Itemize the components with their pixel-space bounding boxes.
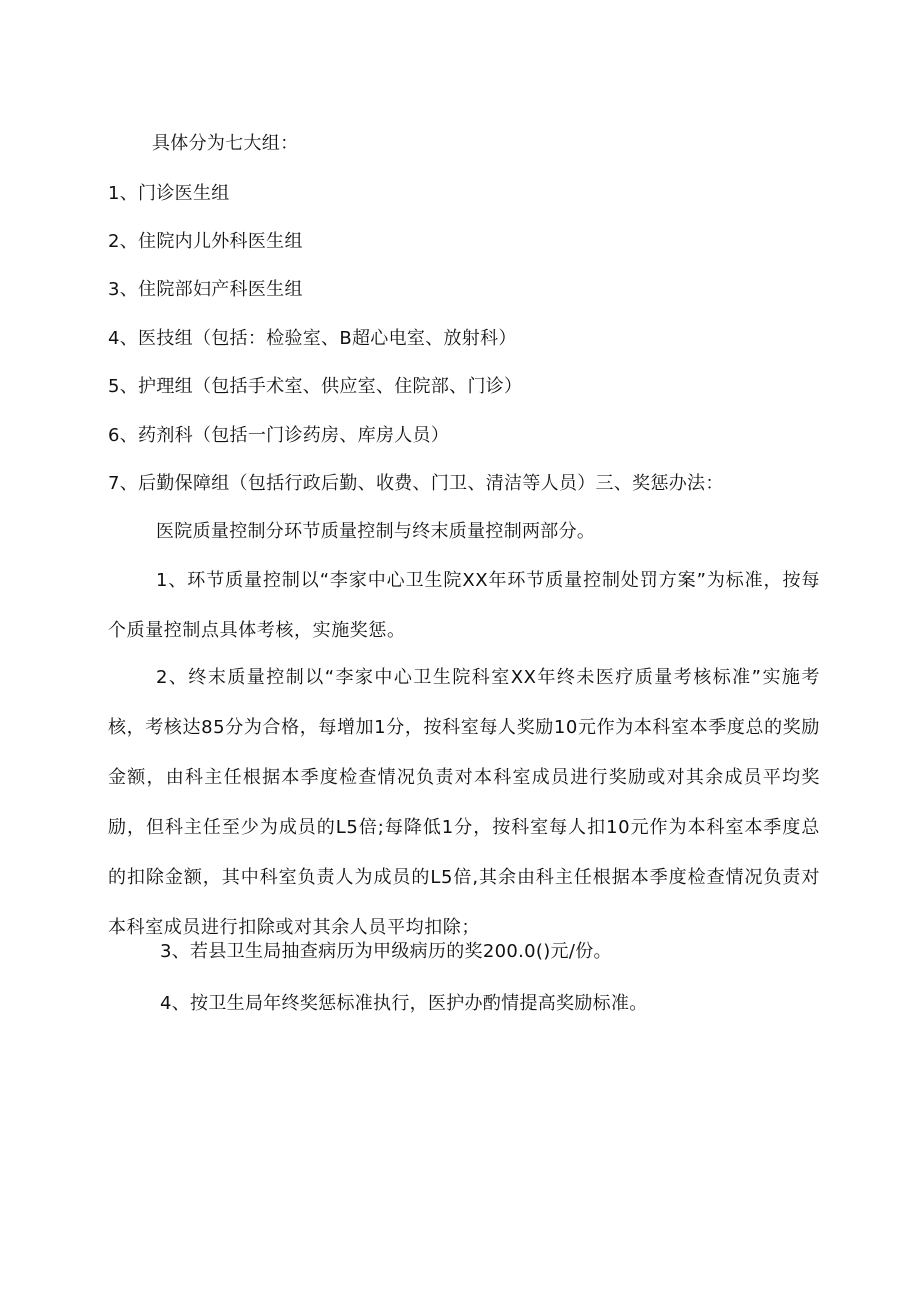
rule-3-line: 3、若县卫生局抽查病历为甲级病历的奖200.0()元/份。 bbox=[160, 941, 612, 962]
rule-1-paragraph: 1、环节质量控制以“李家中心卫生院XX年环节质量控制处罚方案”为标准，按每个质量控制点具体考核，实施奖惩。 bbox=[108, 570, 820, 641]
quality-intro-line: 医院质量控制分环节质量控制与终末质量控制两部分。 bbox=[156, 521, 596, 542]
intro-line: 具体分为七大组： bbox=[152, 133, 299, 154]
group-item-2: 2、住院内儿外科医生组 bbox=[108, 231, 303, 252]
rule-2-paragraph: 2、终末质量控制以“李家中心卫生院科室XX年终未医疗质量考核标准”实施考核，考核达85分为合格，每增加1分，按科室每人奖励10元作为本科室本季度总的奖励金额，由科主任根据本季度检查情况负责对本科室成员进行奖励或对其余成员平均奖励，但科主任至少为成员的L5倍;每降低1分，按科室每人扣10元作为本科室本季度总的扣除金额，其中科室负责人为成员的L5倍,其余由科主任根据本季度检查情况负责对本科室成员进行扣除或对其余人员平均扣除； bbox=[108, 667, 820, 938]
rule-4-line: 4、按卫生局年终奖惩标准执行，医护办酌情提高奖励标准。 bbox=[160, 993, 648, 1014]
group-item-7: 7、后勤保障组（包括行政后勤、收费、门卫、清洁等人员）三、奖惩办法： bbox=[108, 473, 724, 494]
group-item-4: 4、医技组（包括：检验室、B超心电室、放射科） bbox=[108, 328, 517, 349]
group-item-5: 5、护理组（包括手术室、供应室、住院部、门诊） bbox=[108, 376, 523, 397]
group-item-6: 6、药剂科（包括一门诊药房、库房人员） bbox=[108, 425, 450, 446]
group-item-3: 3、住院部妇产科医生组 bbox=[108, 279, 303, 300]
group-item-1: 1、门诊医生组 bbox=[108, 183, 230, 204]
